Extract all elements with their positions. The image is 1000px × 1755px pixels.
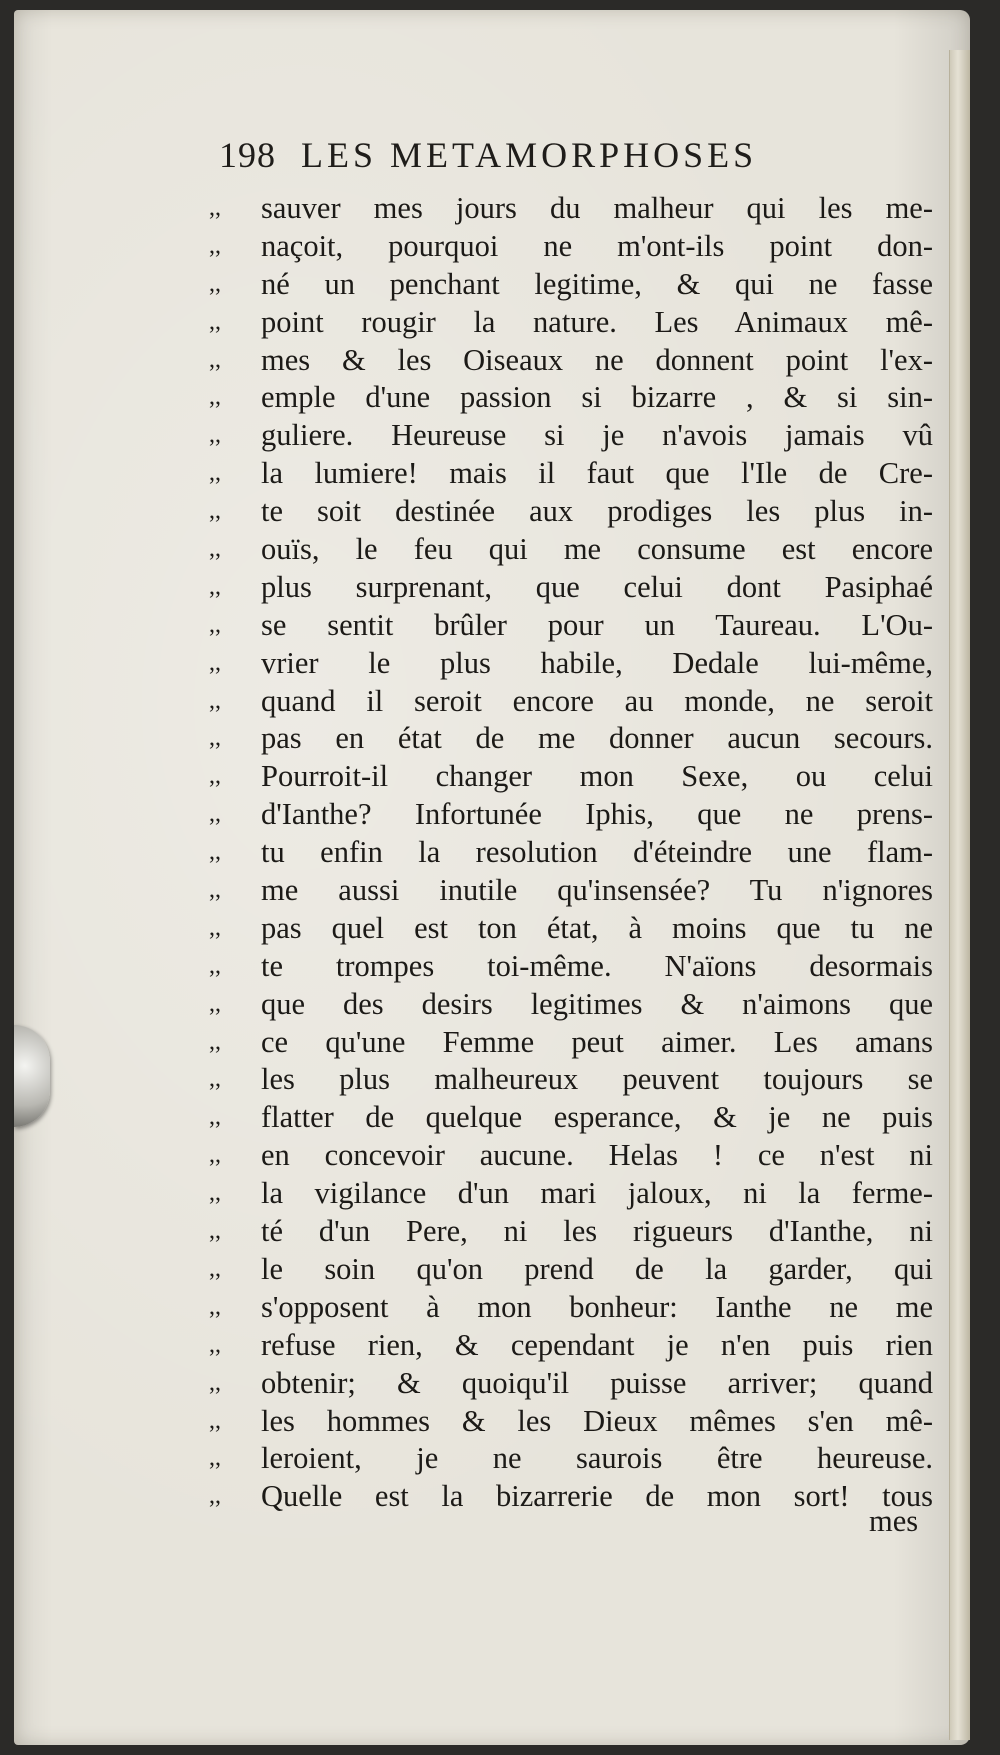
text-line <box>209 796 934 834</box>
quotation-mark: ,, <box>209 1293 221 1320</box>
line-text: vrier le plus habile, Dedale lui-même, <box>261 645 933 680</box>
text-line <box>209 683 934 721</box>
line-text: pas quel est ton état, à moins que tu ne <box>261 910 933 945</box>
quotation-mark: ,, <box>209 1028 221 1055</box>
text-line <box>209 304 934 342</box>
quotation-mark: ,, <box>209 914 221 941</box>
text-line <box>209 872 934 910</box>
page-header <box>219 134 859 182</box>
quotation-mark: ,, <box>209 952 221 979</box>
line-text: refuse rien, & cependant je n'en puis rien <box>261 1327 933 1362</box>
text-line <box>209 342 934 380</box>
line-text: naçoit, pourquoi ne m'ont-ils point don- <box>261 228 933 263</box>
quotation-mark: ,, <box>209 725 221 752</box>
line-text: té d'un Pere, ni les rigueurs d'Ianthe, ni <box>261 1214 933 1249</box>
catchword: mes <box>869 1504 919 1538</box>
text-line <box>209 645 934 683</box>
line-text: les plus malheureux peuvent toujours se <box>261 1062 933 1097</box>
text-line <box>209 493 934 531</box>
text-line <box>209 379 934 417</box>
line-text: les hommes & les Dieux mêmes s'en mê- <box>261 1403 933 1438</box>
quotation-mark: ,, <box>209 346 221 373</box>
line-text: que des desirs legitimes & n'aimons que <box>261 986 933 1021</box>
text-line <box>209 948 934 986</box>
quotation-mark: ,, <box>209 498 221 525</box>
line-text: emple d'une passion si bizarre , & si sin- <box>261 380 933 415</box>
quotation-mark: ,, <box>209 1104 221 1131</box>
line-text: Quelle est la bizarrerie de mon sort! tous <box>261 1479 933 1514</box>
quotation-mark: ,, <box>209 1445 221 1472</box>
quotation-mark: ,, <box>209 384 221 411</box>
text-line <box>209 417 934 455</box>
line-text: tu enfin la resolution d'éteindre une flam- <box>261 835 933 870</box>
text-line <box>209 1175 934 1213</box>
line-text: le soin qu'on prend de la garder, qui <box>261 1251 933 1286</box>
quotation-mark: ,, <box>209 1255 221 1282</box>
quotation-mark: ,, <box>209 536 221 563</box>
text-line <box>209 758 934 796</box>
text-line <box>209 1440 934 1478</box>
line-text: obtenir; & quoiqu'il puisse arriver; quand <box>261 1365 933 1400</box>
line-text: la vigilance d'un mari jaloux, ni la ferme- <box>261 1176 933 1211</box>
text-line <box>209 910 934 948</box>
line-text: te soit destinée aux prodiges les plus in- <box>261 494 933 529</box>
text-line <box>209 1289 934 1327</box>
line-text: Pourroit-il changer mon Sexe, ou celui <box>261 759 933 794</box>
text-line <box>209 1061 934 1099</box>
line-text: la lumiere! mais il faut que l'Ile de Cre- <box>261 456 933 491</box>
line-text: flatter de quelque esperance, & je ne puis <box>261 1100 933 1135</box>
quotation-mark: ,, <box>209 1483 221 1510</box>
line-text: plus surprenant, que celui dont Pasiphaé <box>261 569 933 604</box>
line-text: pas en état de me donner aucun secours. <box>261 721 933 756</box>
text-line <box>209 1251 934 1289</box>
line-text: te trompes toi-même. N'aïons desormais <box>261 948 933 983</box>
quotation-mark: ,, <box>209 801 221 828</box>
quotation-mark: ,, <box>209 687 221 714</box>
text-line <box>209 266 934 304</box>
text-line <box>209 986 934 1024</box>
line-text: sauver mes jours du malheur qui les me- <box>261 191 933 225</box>
quotation-mark: ,, <box>209 573 221 600</box>
quotation-mark: ,, <box>209 877 221 904</box>
text-line <box>209 190 934 228</box>
quotation-mark: ,, <box>209 611 221 638</box>
quotation-mark: ,, <box>209 1331 221 1358</box>
book-page <box>14 10 970 1745</box>
quotation-mark: ,, <box>209 763 221 790</box>
running-head: LES METAMORPHOSES <box>301 135 758 175</box>
page-edge <box>949 50 970 1740</box>
line-text: quand il seroit encore au monde, ne seroit <box>261 683 933 718</box>
text-line <box>209 834 934 872</box>
quotation-mark: ,, <box>209 232 221 259</box>
text-line <box>209 569 934 607</box>
line-text: guliere. Heureuse si je n'avois jamais vû <box>261 418 933 453</box>
line-text: point rougir la nature. Les Animaux mê- <box>261 304 933 339</box>
quotation-mark: ,, <box>209 308 221 335</box>
quotation-mark: ,, <box>209 1066 221 1093</box>
text-line <box>209 1099 934 1137</box>
text-line <box>209 228 934 266</box>
text-line <box>209 1327 934 1365</box>
text-line <box>209 1024 934 1062</box>
body-text <box>209 190 934 1516</box>
text-line <box>209 1137 934 1175</box>
text-line <box>209 607 934 645</box>
line-text: s'opposent à mon bonheur: Ianthe ne me <box>261 1289 933 1324</box>
quotation-mark: ,, <box>209 460 221 487</box>
line-text: ouïs, le feu qui me consume est encore <box>261 532 933 567</box>
text-line <box>209 455 934 493</box>
line-text: leroient, je ne saurois être heureuse. <box>261 1441 933 1476</box>
quotation-mark: ,, <box>209 422 221 449</box>
line-text: se sentit brûler pour un Taureau. L'Ou- <box>261 607 933 642</box>
line-text: mes & les Oiseaux ne donnent point l'ex- <box>261 342 933 377</box>
line-text: né un penchant legitime, & qui ne fasse <box>261 266 933 301</box>
page-number: 198 <box>219 135 276 175</box>
quotation-mark: ,, <box>209 990 221 1017</box>
quotation-mark: ,, <box>209 839 221 866</box>
page-clip <box>14 1025 50 1127</box>
line-text: me aussi inutile qu'insensée? Tu n'ignores <box>261 873 933 908</box>
quotation-mark: ,, <box>209 649 221 676</box>
quotation-mark: ,, <box>209 1218 221 1245</box>
line-text: en concevoir aucune. Helas ! ce n'est ni <box>261 1138 933 1173</box>
quotation-mark: ,, <box>209 1142 221 1169</box>
line-text: d'Ianthe? Infortunée Iphis, que ne prens- <box>261 797 933 832</box>
text-line <box>209 1478 934 1516</box>
quotation-mark: ,, <box>209 195 221 221</box>
text-line <box>209 1365 934 1403</box>
text-line <box>209 1403 934 1441</box>
text-line <box>209 720 934 758</box>
quotation-mark: ,, <box>209 1407 221 1434</box>
text-line <box>209 531 934 569</box>
text-line <box>209 1213 934 1251</box>
quotation-mark: ,, <box>209 1180 221 1207</box>
quotation-mark: ,, <box>209 270 221 297</box>
quotation-mark: ,, <box>209 1369 221 1396</box>
line-text: ce qu'une Femme peut aimer. Les amans <box>261 1024 933 1059</box>
